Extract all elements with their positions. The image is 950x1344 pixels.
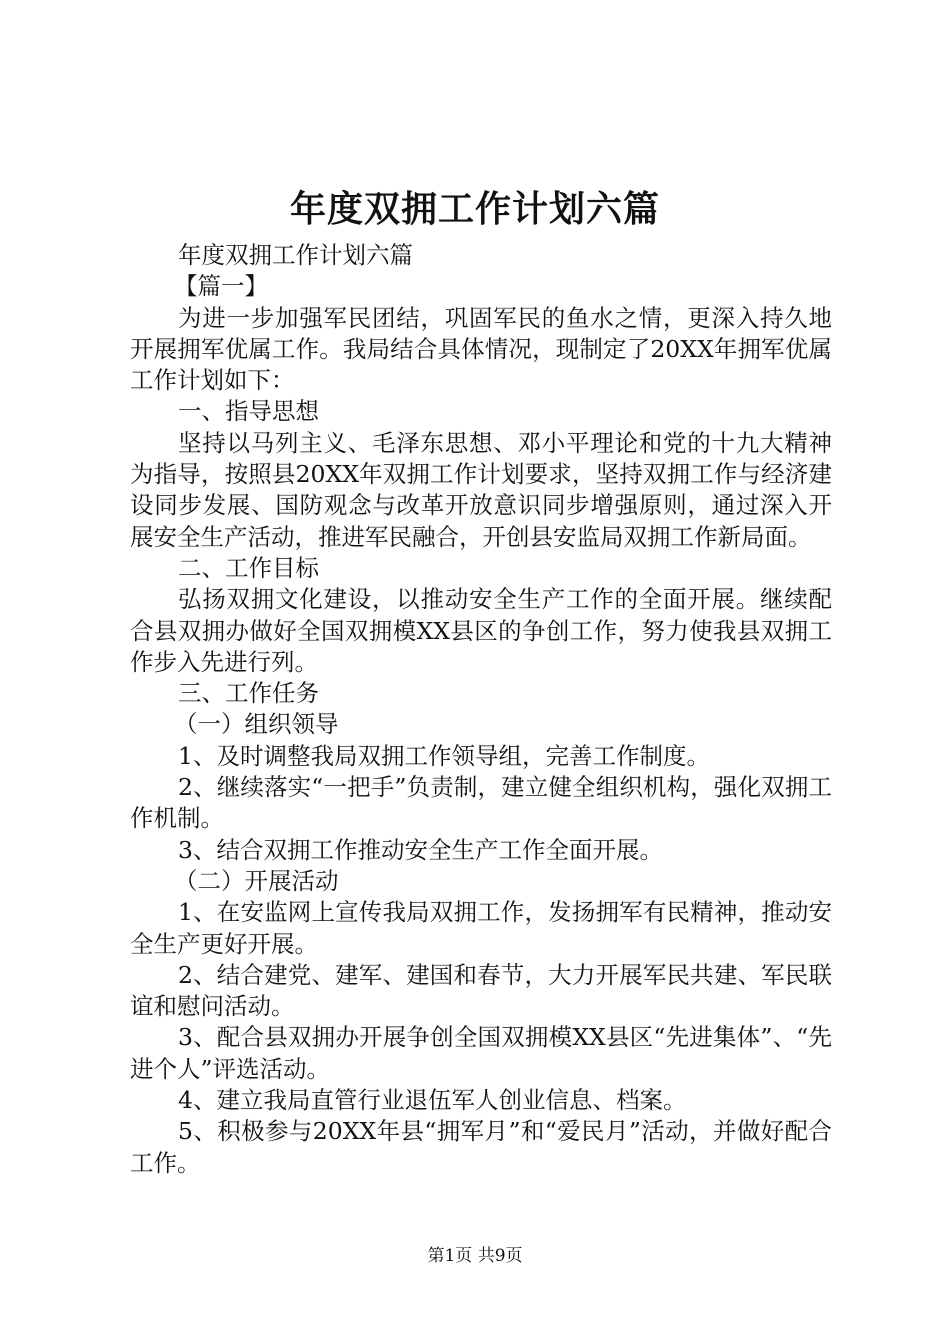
document-body — [130, 240, 832, 1179]
paragraph: 弘扬双拥文化建设，以推动安全生产工作的全面开展。继续配合县双拥办做好全国双拥模XX县区的争创工作，努力使我县双拥工作步入先进行列。 — [130, 585, 832, 676]
paragraph: 年度双拥工作计划六篇 — [178, 241, 413, 269]
paragraph: 3、结合双拥工作推动安全生产工作全面开展。 — [178, 835, 663, 864]
paragraph: 三、工作任务 — [178, 679, 319, 708]
paragraph: 4、建立我局直管行业退伍军人创业信息、档案。 — [178, 1086, 687, 1115]
paragraph: 2、继续落实“一把手”负责制，建立健全组织机构，强化双拥工作机制。 — [130, 773, 832, 833]
paragraph: 一、指导思想 — [178, 397, 319, 426]
paragraph: 1、及时调整我局双拥工作领导组，完善工作制度。 — [178, 741, 710, 770]
paragraph: （一）组织领导 — [174, 710, 339, 739]
document-title: 年度双拥工作计划六篇 — [289, 188, 660, 230]
paragraph: 3、配合县双拥办开展争创全国双拥模XX县区“先进集体”、“先进个人”评选活动。 — [130, 1023, 832, 1083]
paragraph: 二、工作目标 — [178, 553, 319, 582]
paragraph: （二）开展活动 — [174, 866, 339, 895]
paragraph: 坚持以马列主义、毛泽东思想、邓小平理论和党的十九大精神为指导，按照县20XX年双拥工作计划要求，坚持双拥工作与经济建设同步发展、国防观念与改革开放意识同步增强原则，通过深入开展安全生产活动，推进军民融合，开创县安监局双拥工作新局面。 — [130, 428, 832, 551]
paragraph: 1、在安监网上宣传我局双拥工作，发扬拥军有民精神，推动安全生产更好开展。 — [130, 898, 832, 958]
paragraph: 2、结合建党、建军、建国和春节，大力开展军民共建、军民联谊和慰问活动。 — [130, 960, 832, 1021]
paragraph: 为进一步加强军民团结，巩固军民的鱼水之情，更深入持久地开展拥军优属工作。我局结合具体情况，现制定了20XX年拥军优属工作计划如下： — [130, 303, 832, 395]
page-footer: 第1页 共9页 — [427, 1246, 523, 1266]
paragraph: 【篇一】 — [174, 272, 268, 301]
paragraph: 5、积极参与20XX年县“拥军月”和“爱民月”活动，并做好配合工作。 — [130, 1117, 832, 1177]
